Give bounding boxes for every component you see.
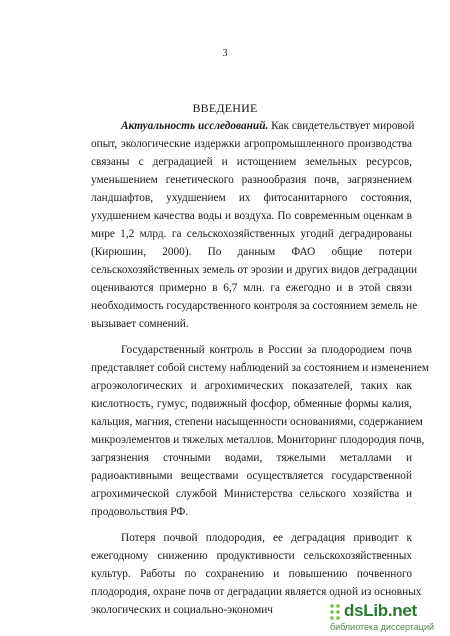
text-line: плодородия, охране почв от деградации является одной из основных [91,586,422,598]
text-line: вызывает сомнений. [91,318,189,330]
text-line: уменьшением генетического разнообразия почв, загрязнением [91,174,412,186]
text-line: опыт, экологические издержки агропромышленного производства [91,138,412,150]
text-line: ежегодному снижению продуктивности сельскохозяйственных [91,550,412,562]
text-line: мире 1,2 млрд. га сельскохозяйственных угодий деградированы [91,228,412,240]
text-line: культур. Работы по сохранению и повышению почвенного [91,568,412,580]
text-line: (Кирюшин, 2000). По данным ФАО общие потери [91,246,412,258]
text-line: Потеря почвой плодородия, ее деградация приводит к [121,532,412,544]
lead-phrase: Актуальность исследований. [121,120,269,132]
watermark-logo [329,600,417,624]
text-line: агрохимической службой Министерства сельского хозяйства и [91,488,412,500]
text-line: агроэкологических и агрохимических показателей, таких как [91,380,412,392]
dots-icon [329,603,343,621]
text-line: Актуальность исследований. Как свидетельствует мировой [121,120,415,132]
text-line: сельскохозяйственных земель от эрозии и других видов деградации [91,264,418,276]
text-line: необходимость государственного контроля за состоянием земель не [91,300,418,312]
text-line: Государственный контроль в России за плодородием почв [121,344,412,356]
text-line: ухудшением качества воды и воздуха. По современным оценкам в [91,210,412,222]
text-line: связаны с деградацией и истощением земельных ресурсов, [91,156,412,168]
text-line: экологических и социально-экономич [91,604,273,616]
text-line: кислотность, гумус, подвижный фосфор, обменные формы калия, [91,398,412,410]
text-line: ландшафтов, ухудшением их фитосанитарного состояния, [91,192,412,204]
text-line: продовольствия РФ. [91,506,189,518]
text-line: радиоактивными веществами осуществляется государственной [91,470,412,482]
text-line: кальция, магния, степени насыщенности основаниями, содержанием [91,416,423,428]
text-line: микроэлементов и тяжелых металлов. Мониторинг плодородия почв, [91,434,425,446]
section-heading: ВВЕДЕНИЕ [192,101,258,115]
watermark-subtitle: библиотека диссертаций [329,622,434,632]
page-number: 3 [222,48,228,59]
watermark [329,600,434,632]
text-line: оцениваются примерно в 6,7 млн. га ежегодно и в этой связи [91,282,412,294]
text-line: представляет собой систему наблюдений за состоянием и изменением [91,362,429,374]
watermark-name: dsLib.net [344,601,417,620]
text-line: загрязнения сточными водами, тяжелыми металлами и [91,452,412,464]
